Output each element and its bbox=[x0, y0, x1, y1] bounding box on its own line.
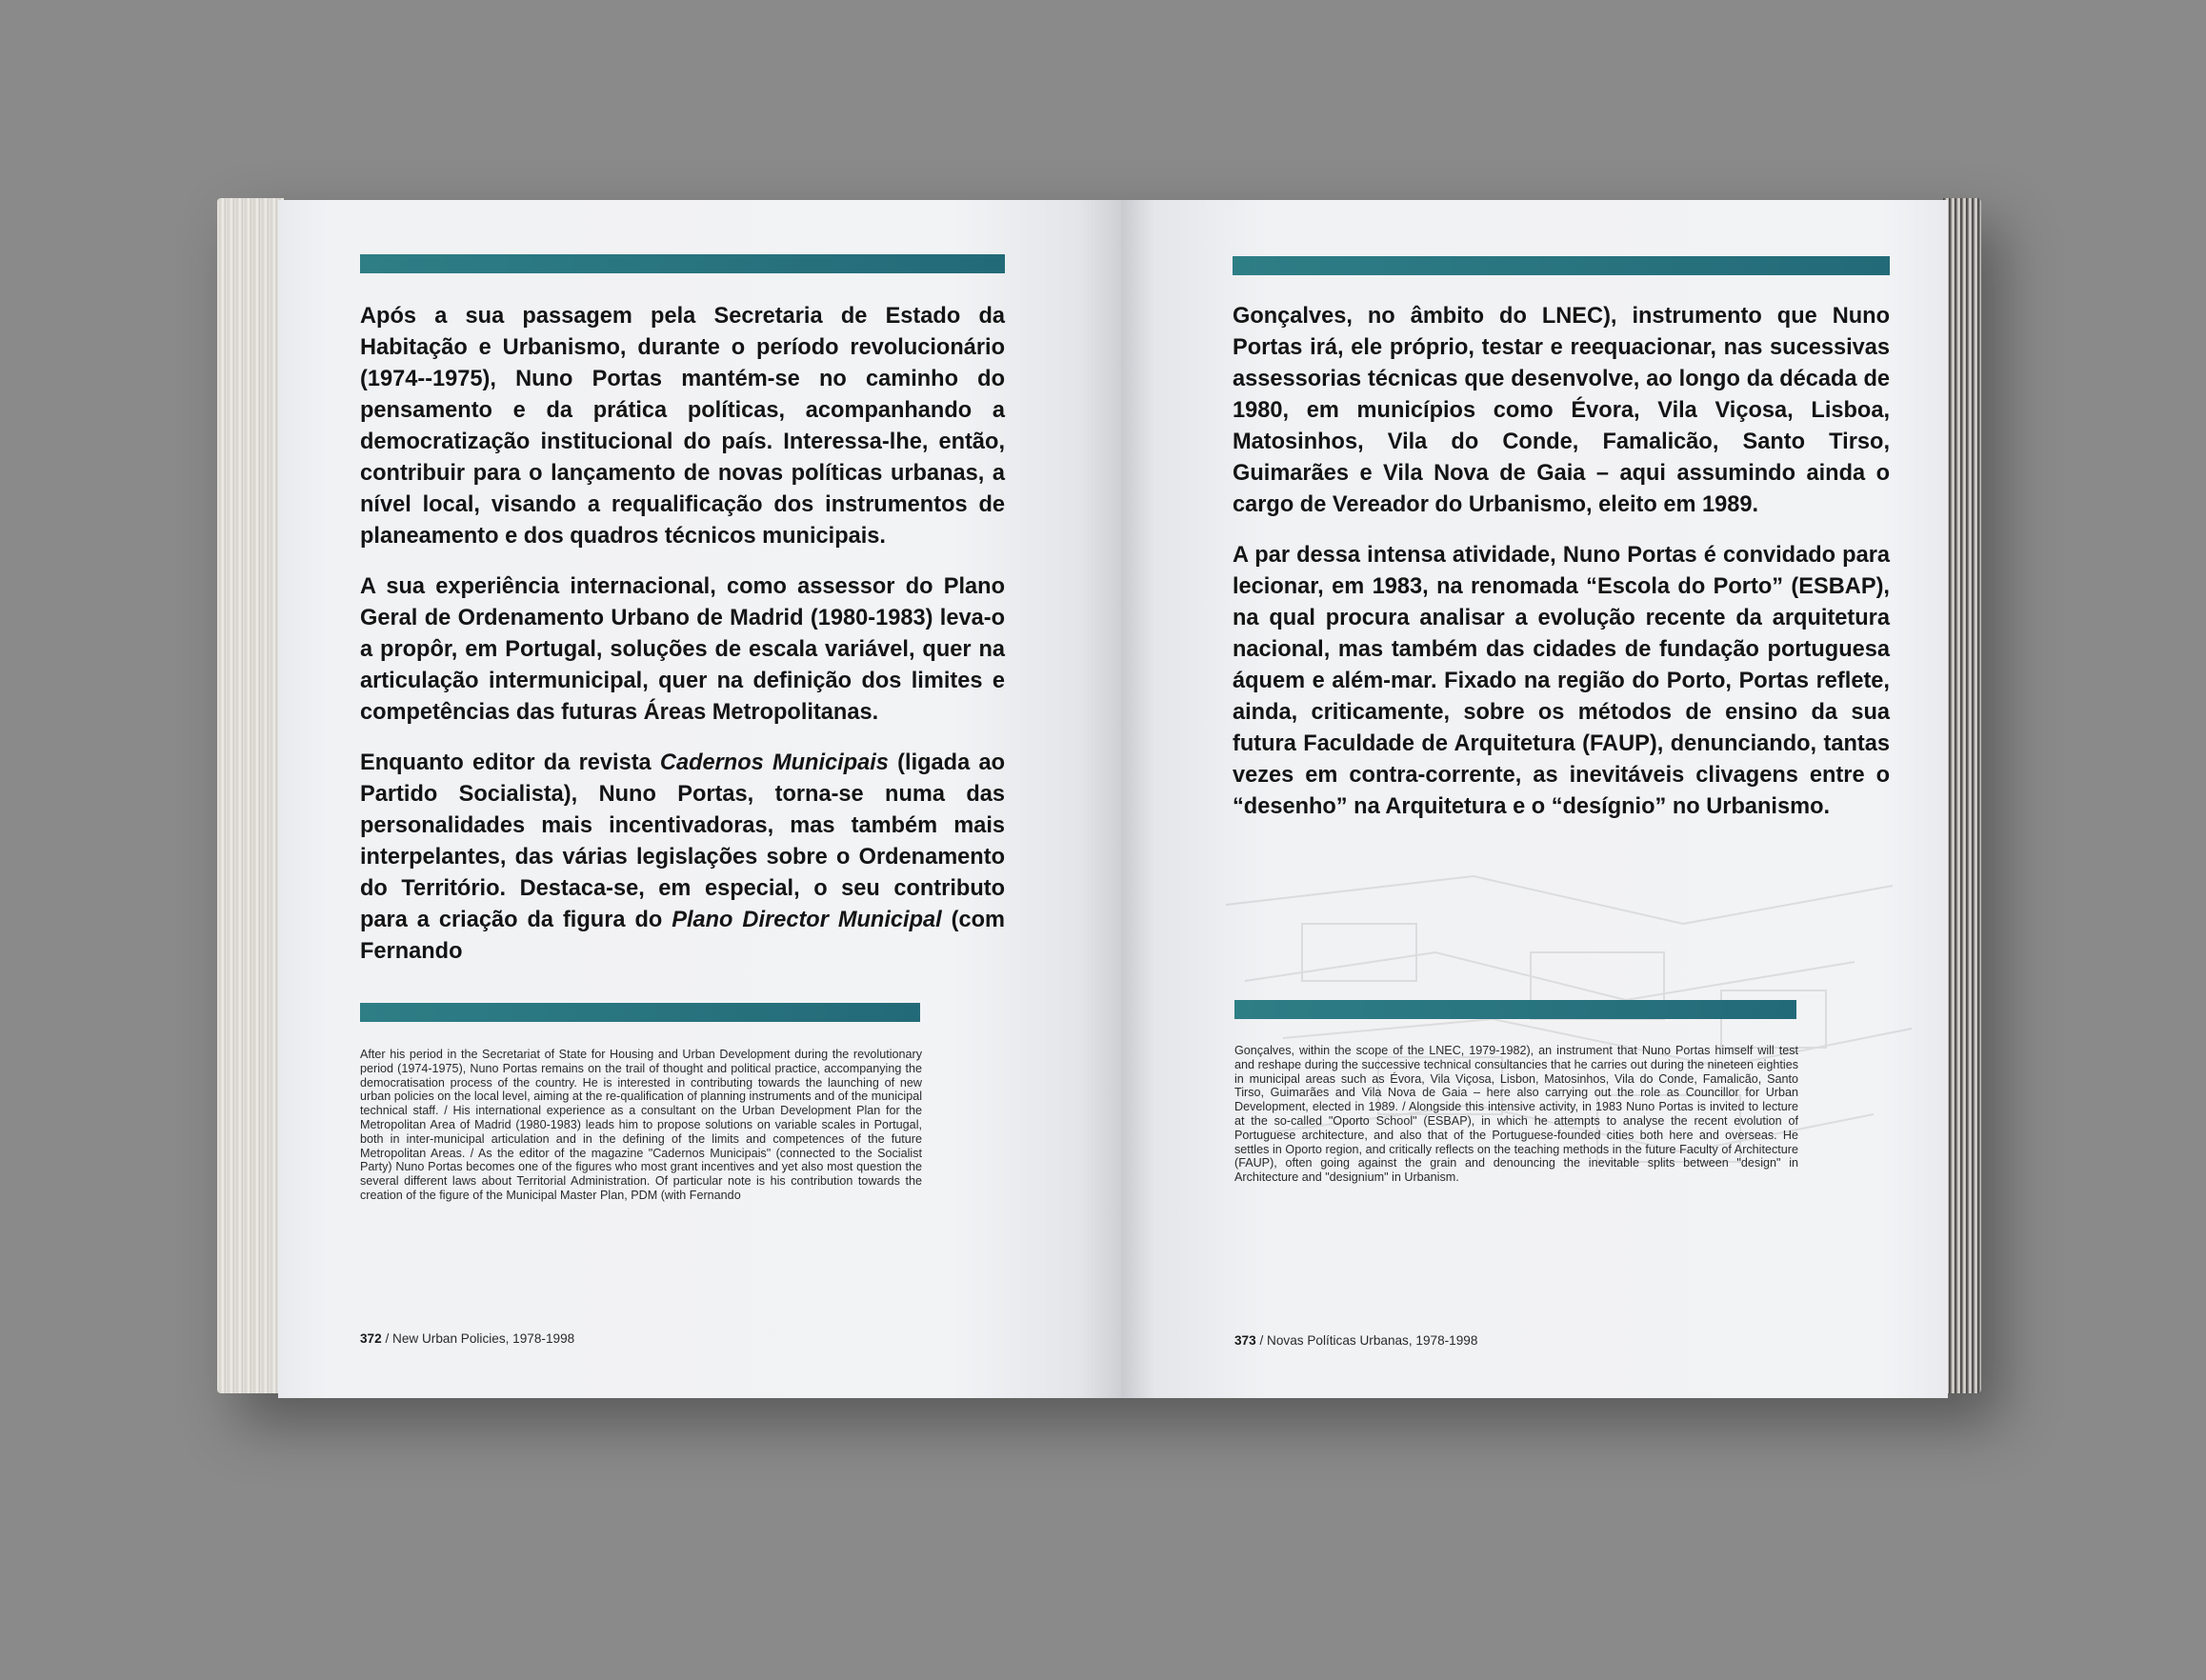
left-pt-paragraph-2: A sua experiência internacional, como assessor do Plano Geral de Ordenamento Urbano de Madrid (1980-1983) leva-o a propôr, em Portugal, soluções de escala variável, quer na articulação intermunicipal, quer na definição dos limites e competências das futuras Áreas Metropolitanas. bbox=[360, 574, 1005, 725]
left-english-text: After his period in the Secretariat of State for Housing and Urban Development during the revolutionary period (1974-1975), Nuno Portas remains on the trail of thought and political practice, accompanying the democratisation process of the country. He is interested in contributing towards the launching of new urban policies on the local level, aiming at the re-qualification of planning instruments and of the municipal technical staff. / His international experience as a consultant on the Urban Development Plan for the Metropolitan Area of Madrid (1980-1983) leads him to propose solutions on variable scales in Portugal, both in inter-municipal articulation and in the defining of the limits and competences of the future Metropolitan Areas. / As the editor of the magazine "Cadernos Municipais" (connected to the Socialist Party) Nuno Portas becomes one of the figures who most grant incentives and yet also most question the several different laws about Territorial Administration. Of particular note is his contribution towards the creation of the figure of the Municipal Master Plan, PDM (with Fernando bbox=[360, 1048, 922, 1202]
p3-middle: (ligada ao Partido Socialista), Nuno Portas, torna-se numa das personalidades mais incentivadoras, mas também mais interpelantes, das várias legislações sobre o Ordenamento do Território. Destaca-se, em especial, o seu contributo para a criação da figura do bbox=[360, 750, 1005, 932]
right-pt-paragraph-2: A par dessa intensa atividade, Nuno Portas é convidado para lecionar, em 1983, na renomada “Escola do Porto” (ESBAP), na qual procura analisar a evolução recente da arquitetura nacional, mas também das cidades de fundação portuguesa áquem e além-mar. Fixado na região do Porto, Portas reflete, ainda, criticamente, sobre os métodos de ensino da sua futura Faculdade de Arquitetura (FAUP), denunciando, tantas vezes em contra-corrente, as inevitáveis clivagens entre o “desenho” na Arquitetura e o “desígnio” no Urbanismo. bbox=[1233, 543, 1890, 819]
left-running-title: / New Urban Policies, 1978-1998 bbox=[381, 1331, 575, 1346]
right-top-accent-bar bbox=[1233, 256, 1890, 275]
left-page-folio bbox=[360, 1331, 574, 1346]
left-top-accent-bar bbox=[360, 254, 1005, 273]
left-page-number: 372 bbox=[360, 1331, 382, 1346]
right-page-edges bbox=[1943, 198, 1981, 1393]
left-portuguese-text bbox=[360, 301, 1005, 968]
left-bottom-accent-bar bbox=[360, 1003, 920, 1022]
left-pt-paragraph-1: Após a sua passagem pela Secretaria de Estado da Habitação e Urbanismo, durante o período revolucionário (1974--1975), Nuno Portas mantém-se no caminho do pensamento e da prática políticas, acompanhando a democratização institucional do país. Interessa-lhe, então, contribuir para o lançamento de novas políticas urbanas, a nível local, visando a requalificação dos instrumentos de planeamento e dos quadros técnicos municipais. bbox=[360, 304, 1005, 549]
right-bottom-accent-bar bbox=[1234, 1000, 1796, 1019]
right-page-number: 373 bbox=[1234, 1333, 1256, 1348]
left-page bbox=[278, 200, 1121, 1398]
right-english-text: Gonçalves, within the scope of the LNEC, 1979-1982), an instrument that Nuno Portas himself will test and reshape during the successive technical consultancies that he carries out during the nineteen eighties in municipal areas such as Évora, Vila Viçosa, Lisbon, Matosinhos, Vila do Conde, Famalicão, Santo Tirso, Guimarães and Vila Nova de Gaia – here also carrying out the role as Councillor for Urban Development, elected in 1989. / Alongside this intensive activity, in 1983 Nuno Portas is invited to lecture at the so-called "Oporto School" (ESBAP), in which he attempts to analyse the recent evolution of Portuguese architecture, and also that of the Portuguese-founded cities both here and overseas. He settles in Oporto region, and critically reflects on the teaching methods in the future Faculty of Architecture (FAUP), often going against the grain and denouncing the inevitable splits between "design" in Architecture and "designium" in Urbanism. bbox=[1234, 1044, 1798, 1185]
right-running-title: / Novas Políticas Urbanas, 1978-1998 bbox=[1255, 1333, 1478, 1348]
p3-italic-cadernos: Cadernos Municipais bbox=[659, 750, 889, 775]
right-page-folio bbox=[1234, 1333, 1477, 1348]
right-portuguese-text bbox=[1233, 301, 1890, 823]
p3-italic-pdm: Plano Director Municipal bbox=[672, 908, 942, 932]
right-page bbox=[1121, 200, 1948, 1398]
left-page-edges bbox=[217, 198, 284, 1393]
right-pt-paragraph-1: Gonçalves, no âmbito do LNEC), instrumento que Nuno Portas irá, ele próprio, testar e reequacionar, nas sucessivas assessorias técnicas que desenvolve, ao longo da década de 1980, em municípios como Évora, Vila Viçosa, Lisboa, Matosinhos, Vila do Conde, Famalicão, Santo Tirso, Guimarães e Vila Nova de Gaia – aqui assumindo ainda o cargo de Vereador do Urbanismo, eleito em 1989. bbox=[1233, 304, 1890, 517]
p3-start: Enquanto editor da revista bbox=[360, 750, 660, 775]
p3-end: (com Fernando bbox=[360, 908, 1005, 964]
left-pt-paragraph-3 bbox=[360, 748, 1005, 968]
